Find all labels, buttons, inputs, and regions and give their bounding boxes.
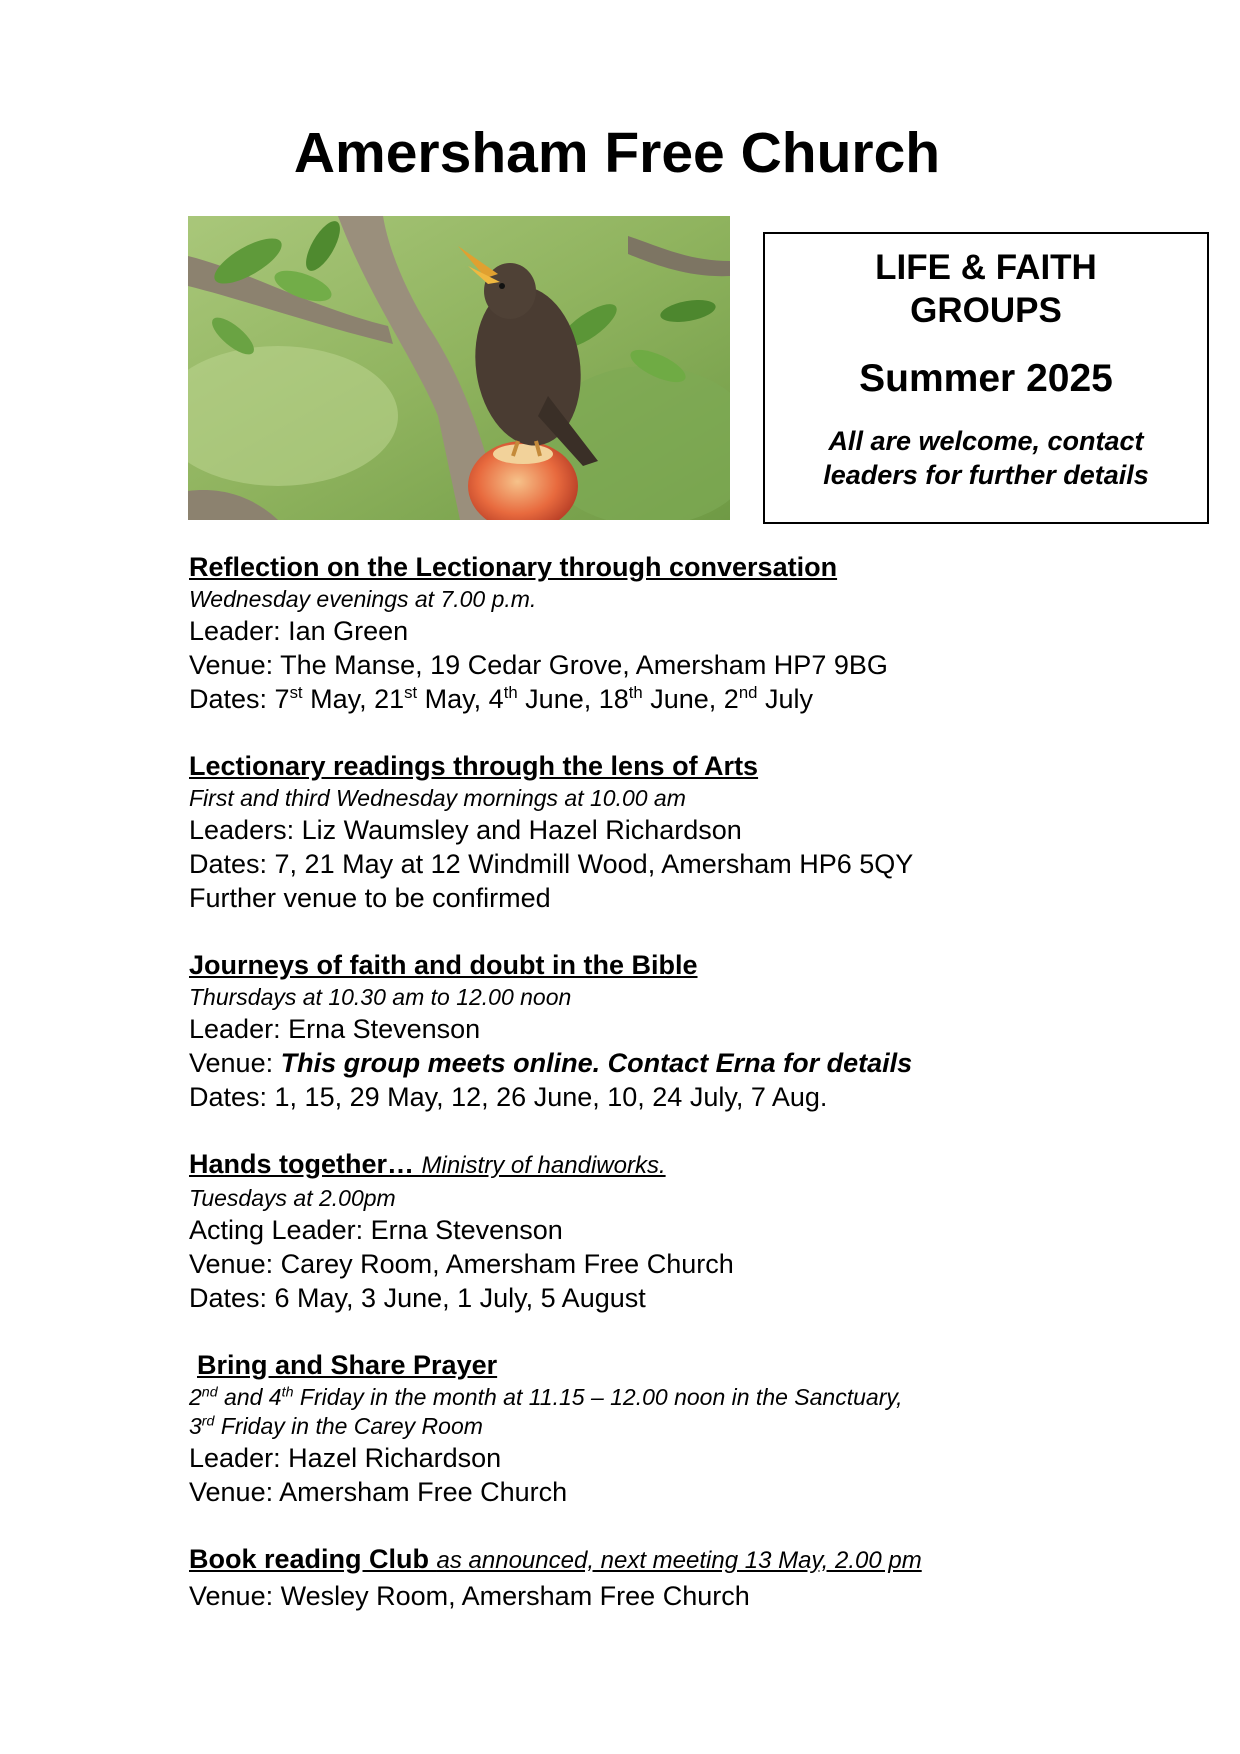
group-dates: Dates: 6 May, 3 June, 1 July, 5 August <box>189 1283 646 1313</box>
group-title: Hands together… Ministry of handiworks. <box>189 1149 666 1179</box>
group-schedule: Wednesday evenings at 7.00 p.m. <box>189 586 537 612</box>
groups-info-box <box>763 232 1209 524</box>
group-title: Book reading Club as announced, next meeting 13 May, 2.00 pm <box>189 1544 922 1574</box>
group-venue: Venue: The Manse, 19 Cedar Grove, Amersham HP7 9BG <box>189 650 888 680</box>
groups-heading-line1: LIFE & FAITH <box>875 248 1097 287</box>
group-title: Bring and Share Prayer <box>197 1350 498 1380</box>
group-dates: Dates: 1, 15, 29 May, 12, 26 June, 10, 24 July, 7 Aug. <box>189 1082 828 1112</box>
page-title: Amersham Free Church <box>293 121 941 185</box>
group-lectionary-conversation <box>189 549 1209 716</box>
group-schedule: Tuesdays at 2.00pm <box>189 1185 396 1211</box>
group-schedule: 2nd and 4th Friday in the month at 11.15 – 12.00 noon in the Sanctuary, <box>189 1384 903 1410</box>
group-hands-together <box>189 1146 1209 1315</box>
welcome-note-line2: leaders for further details <box>823 460 1149 490</box>
group-list <box>189 549 1209 1645</box>
group-leader: Leader: Ian Green <box>189 616 409 646</box>
group-leader: Leaders: Liz Waumsley and Hazel Richardson <box>189 815 742 845</box>
group-title: Journeys of faith and doubt in the Bible <box>189 950 698 980</box>
bird-on-apple-photo <box>188 216 730 520</box>
group-venue: Venue: Wesley Room, Amersham Free Church <box>189 1581 750 1611</box>
group-leader: Leader: Erna Stevenson <box>189 1014 481 1044</box>
welcome-note <box>765 424 1207 492</box>
group-prayer <box>189 1347 1209 1509</box>
season-label: Summer 2025 <box>859 357 1113 400</box>
group-dates: Dates: 7st May, 21st May, 4th June, 18th June, 2nd July <box>189 683 813 714</box>
group-title: Reflection on the Lectionary through conversation <box>189 552 838 582</box>
groups-heading <box>765 246 1207 332</box>
group-leader: Acting Leader: Erna Stevenson <box>189 1215 563 1245</box>
groups-heading-line2: GROUPS <box>910 291 1062 330</box>
group-schedule: First and third Wednesday mornings at 10.00 am <box>189 785 686 811</box>
group-venue: Venue: Amersham Free Church <box>189 1477 568 1507</box>
group-leader: Leader: Hazel Richardson <box>189 1443 502 1473</box>
group-schedule: Thursdays at 10.30 am to 12.00 noon <box>189 984 572 1010</box>
group-title: Lectionary readings through the lens of Arts <box>189 751 759 781</box>
group-schedule-2: 3rd Friday in the Carey Room <box>189 1413 483 1439</box>
welcome-note-line1: All are welcome, contact <box>828 426 1144 456</box>
group-dates: Dates: 7, 21 May at 12 Windmill Wood, Amersham HP6 5QY <box>189 849 914 879</box>
group-book-club <box>189 1541 1209 1613</box>
group-arts <box>189 748 1209 915</box>
group-journeys <box>189 947 1209 1114</box>
group-venue-note: Further venue to be confirmed <box>189 883 551 913</box>
group-venue: Venue: Carey Room, Amersham Free Church <box>189 1249 734 1279</box>
group-venue: Venue: This group meets online. Contact Erna for details <box>189 1048 913 1078</box>
